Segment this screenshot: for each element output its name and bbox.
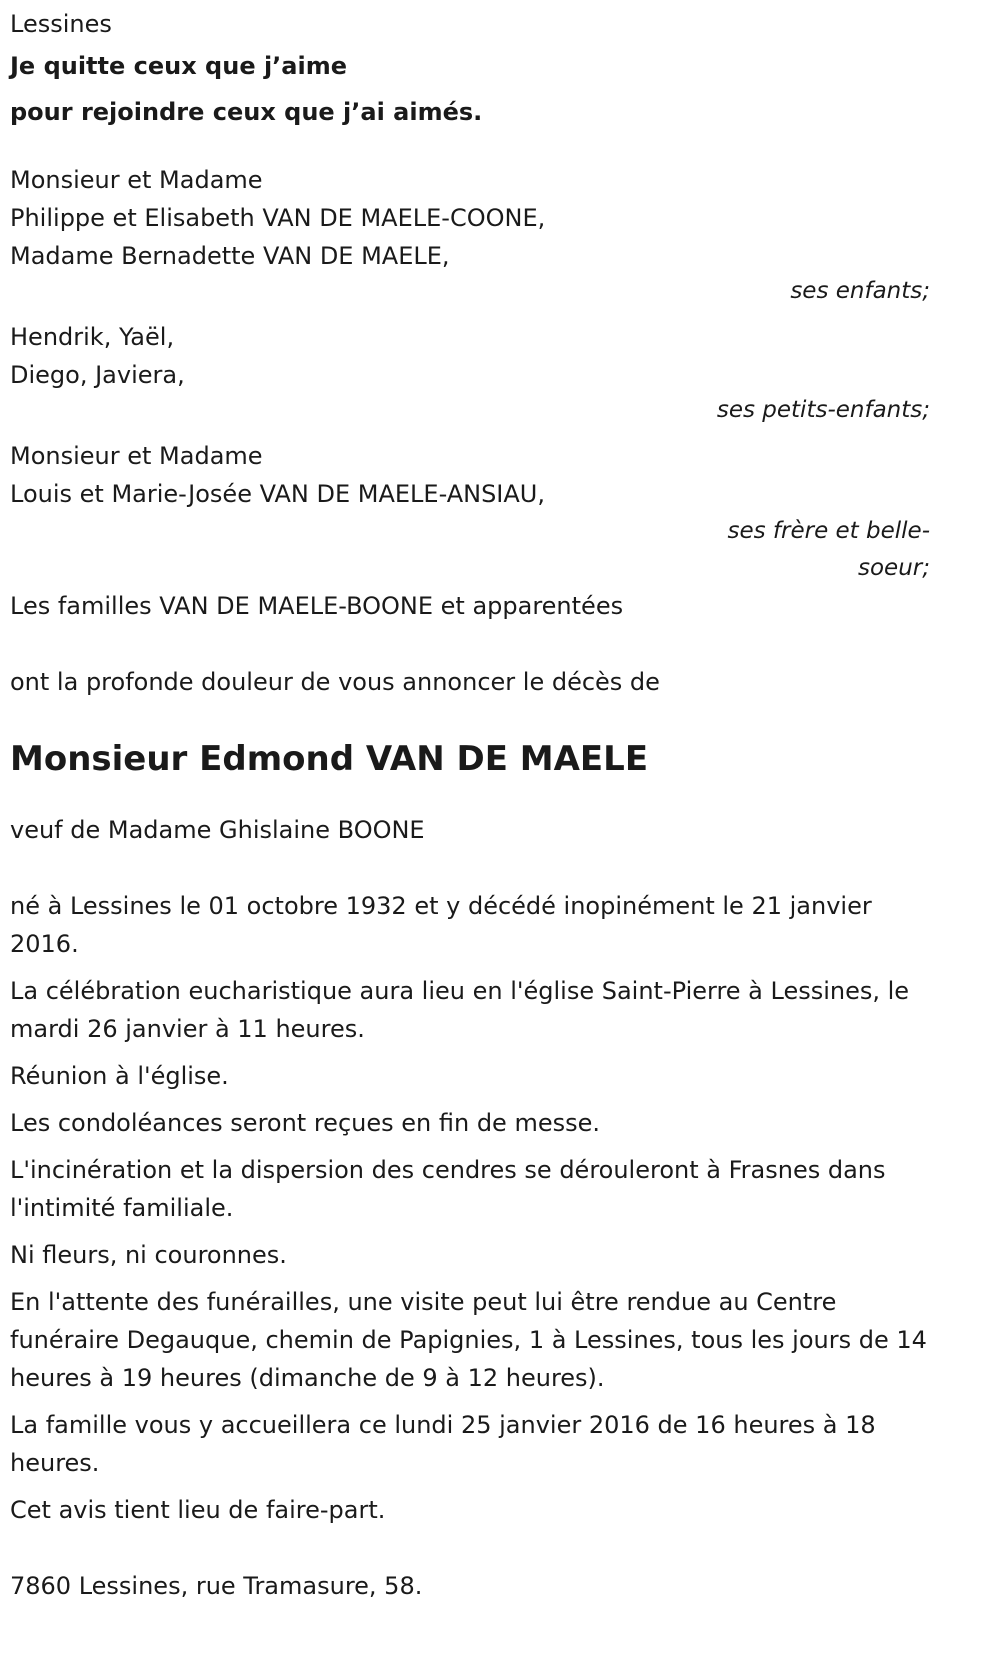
announcement-line: ont la profonde douleur de vous annoncer le décès de: [10, 668, 660, 696]
siblings-relation-line-2: soeur;: [858, 555, 930, 581]
siblings-name-line: Monsieur et Madame: [10, 442, 263, 470]
location-header: Lessines: [10, 10, 112, 38]
siblings-name-line: Louis et Marie-Josée VAN DE MAELE-ANSIAU,: [10, 480, 545, 508]
children-name-line: Philippe et Elisabeth VAN DE MAELE-COONE,: [10, 204, 546, 232]
grandchildren-name-line: Diego, Javiera,: [10, 361, 185, 389]
address-line: 7860 Lessines, rue Tramasure, 58.: [10, 1572, 423, 1600]
children-name-line: Monsieur et Madame: [10, 166, 263, 194]
detail-paragraph: En l'attente des funérailles, une visite peut lui être rendue au Centre funéraire Degauque, chemin de Papignies, 1 à Lessines, tous les jours de 14 heures à 19 heures (dimanche de 9 à 12 heures).: [10, 1288, 927, 1392]
detail-paragraph: Réunion à l'église.: [10, 1062, 229, 1090]
detail-paragraph: Les condoléances seront reçues en fin de messe.: [10, 1109, 600, 1137]
widower-line: veuf de Madame Ghislaine BOONE: [10, 816, 425, 844]
detail-paragraph: Cet avis tient lieu de faire-part.: [10, 1496, 386, 1524]
children-relation: ses enfants;: [790, 278, 930, 304]
children-name-line: Madame Bernadette VAN DE MAELE,: [10, 242, 450, 270]
grandchildren-relation: ses petits-enfants;: [716, 397, 930, 423]
detail-paragraph: La célébration eucharistique aura lieu en l'église Saint-Pierre à Lessines, le mardi 26 janvier à 11 heures.: [10, 977, 910, 1043]
detail-paragraph: La famille vous y accueillera ce lundi 25 janvier 2016 de 16 heures à 18 heures.: [10, 1411, 876, 1477]
detail-paragraph: Ni fleurs, ni couronnes.: [10, 1241, 287, 1269]
children-block: [10, 161, 930, 310]
detail-paragraph: né à Lessines le 01 octobre 1932 et y décédé inopinément le 21 janvier 2016.: [10, 892, 872, 958]
grandchildren-name-line: Hendrik, Yaël,: [10, 323, 175, 351]
epigraph-line-2: pour rejoindre ceux que j’ai aimés.: [10, 98, 483, 126]
grandchildren-block: [10, 318, 930, 429]
siblings-relation-line-1: ses frère et belle-: [727, 518, 930, 544]
epigraph-line-1: Je quitte ceux que j’aime: [10, 52, 348, 80]
siblings-block: [10, 437, 930, 587]
obituary-notice: [10, 5, 930, 1605]
families-line: Les familles VAN DE MAELE-BOONE et apparentées: [10, 592, 624, 620]
detail-paragraph: L'incinération et la dispersion des cendres se dérouleront à Frasnes dans l'intimité familiale.: [10, 1156, 886, 1222]
deceased-name: Monsieur Edmond VAN DE MAELE: [10, 739, 649, 779]
details-section: [10, 887, 930, 1529]
